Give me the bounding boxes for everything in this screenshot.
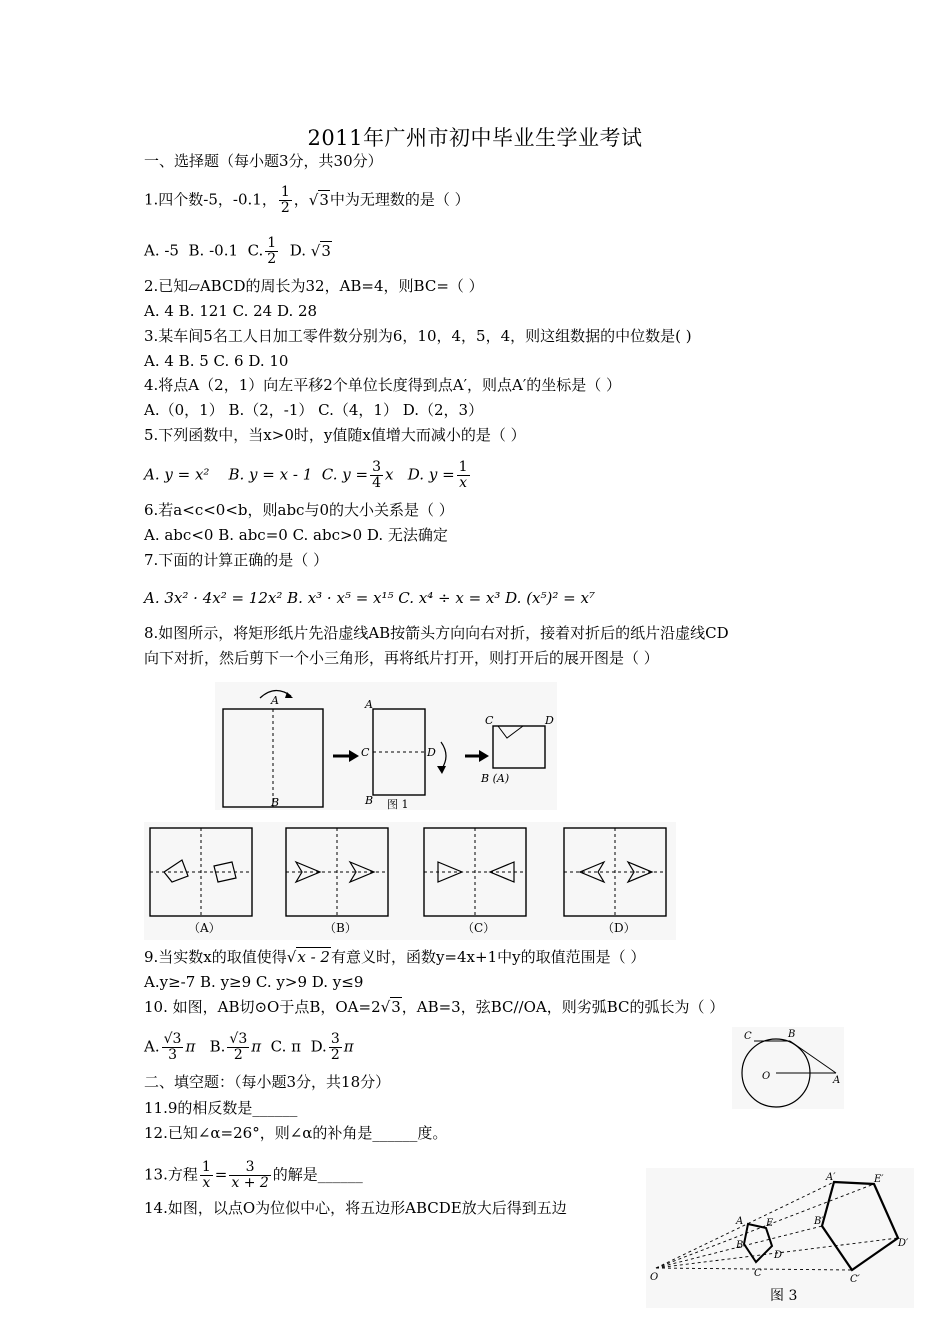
question-8-line-1: 8.如图所示，将矩形纸片先沿虚线AB按箭头方向向右对折，接着对折后的纸片沿虚线CD: [144, 624, 729, 642]
q9-sqrt: √x - 2: [286, 948, 330, 966]
choice-a-label: （A）: [188, 921, 221, 935]
q1-opt-d-sqrt: √3: [310, 241, 331, 260]
q7-options: A. 3x² · 4x² = 12x² B. x³ · x⁵ = x¹⁵ C. x⁴ ÷ x = x³ D. (x⁵)² = x⁷: [144, 589, 595, 607]
q10-opt-d-num: 3: [330, 1031, 340, 1047]
q1-opt-b: B. -0.1: [188, 241, 239, 260]
q9-sqrt-radicand: x - 2: [297, 948, 330, 966]
q1-opt-a: A. -5: [144, 241, 179, 260]
q9-stem-b: 有意义时，函数y=4x+1中y的取值范围是（ ）: [330, 948, 646, 966]
q10-opt-b-pi: π: [251, 1037, 262, 1056]
q10-sqrt: √3: [380, 998, 401, 1016]
q8-choices-svg: [144, 822, 676, 940]
fig3-label-c-prime: C′: [850, 1274, 860, 1285]
fig3-label-d-prime: D′: [898, 1238, 909, 1249]
q5-options: [144, 460, 472, 491]
question-4: 4.将点A（2，1）向左平移2个单位长度得到点A′，则点A′的坐标是（ ）: [144, 376, 622, 394]
question-3: 3.某车间5名工人日加工零件数分别为6，10，4，5，4，则这组数据的中位数是( ): [144, 327, 692, 345]
q10-circle-svg: [732, 1027, 844, 1109]
question-12: 12.已知∠α=26°，则∠α的补角是______度。: [144, 1124, 448, 1142]
question-5: 5.下列函数中，当x>0时，y值随x值增大而减小的是（ ）: [144, 426, 526, 444]
question-1: [144, 185, 470, 216]
fig3-label-b-prime: B′: [814, 1216, 824, 1227]
q10-circle-figure: [732, 1027, 844, 1109]
question-13: [144, 1160, 363, 1191]
question-6: 6.若a<c<0<b，则abc与0的大小关系是（ ）: [144, 501, 454, 519]
q14-figure-3-svg: [646, 1168, 914, 1308]
fig1-label-b1: B: [271, 796, 280, 809]
q13-post: 的解是______: [272, 1165, 363, 1184]
q5-opt-c-post: x: [385, 465, 394, 484]
question-11: 11.9的相反数是______: [144, 1099, 298, 1117]
question-8-line-2: 向下对折，然后剪下一个小三角形，再将纸片打开，则打开后的展开图是（ ）: [144, 649, 659, 667]
q5-opt-d-frac: [457, 460, 470, 491]
q5-opt-c-den: 4: [372, 475, 382, 491]
q8-choices-figure: [144, 822, 676, 940]
q1-opt-c: C.: [247, 241, 264, 260]
q9-stem-a: 9.当实数x的取值使得: [144, 948, 287, 966]
fig3-label-c: C: [754, 1268, 762, 1279]
q5-opt-c-frac: [370, 460, 383, 491]
q10-stem-b: ，AB=3，弦BC//OA，则劣弧BC的弧长为（ ）: [401, 998, 725, 1016]
q10-opt-b-den: 2: [233, 1047, 243, 1063]
q3-options: A. 4 B. 5 C. 6 D. 10: [144, 352, 289, 370]
fig3-label-a-prime: A′: [826, 1172, 836, 1183]
q5-opt-d-den: x: [459, 475, 468, 491]
q5-opt-a: A. y = x²: [144, 465, 210, 484]
q10-opt-b: B.: [209, 1037, 226, 1056]
q10-fig-label-c: C: [744, 1031, 752, 1042]
fig1-label-ba: B (A): [481, 772, 510, 785]
fig3-label-a: A: [736, 1216, 744, 1227]
q10-opt-d-frac: [329, 1032, 342, 1063]
fig3-label-e: E: [766, 1218, 774, 1229]
q1-stem-a: 1.四个数-5，-0.1，: [144, 190, 277, 209]
q1-sqrt: √3: [308, 190, 329, 209]
q10-opt-d-den: 2: [330, 1047, 340, 1063]
q1-opt-d: D.: [289, 241, 307, 260]
exam-title: 2011年广州市初中毕业生学业考试: [307, 126, 643, 150]
section-2-heading: 二、填空题：（每小题3分，共18分）: [144, 1073, 391, 1091]
q5-opt-d-pre: D. y =: [407, 465, 455, 484]
choice-c-label: （C）: [462, 921, 496, 935]
fig1-label-a1: A: [271, 694, 279, 707]
q10-opt-c: C. π: [270, 1037, 302, 1056]
q8-figure-1-svg: [215, 682, 557, 810]
q10-sqrt-radicand: 3: [391, 998, 401, 1016]
q2-options: A. 4 B. 121 C. 24 D. 28: [144, 302, 318, 320]
q1-stem-b: ，: [293, 190, 309, 209]
q1-opt-c-num: 1: [267, 235, 277, 251]
q10-opt-d-pi: π: [343, 1037, 354, 1056]
fig3-label-b: B: [736, 1240, 744, 1251]
q1-opt-c-den: 2: [267, 251, 277, 267]
fig1-caption: 图 1: [387, 798, 409, 810]
fig1-label-d2: D: [545, 714, 554, 727]
q1-stem-c: 中为无理数的是（ ）: [329, 190, 470, 209]
question-7: 7.下面的计算正确的是（ ）: [144, 551, 329, 569]
q13-pre: 13.方程: [144, 1165, 198, 1184]
choice-d-label: （D）: [602, 921, 636, 935]
q1-opt-c-frac: [265, 236, 278, 267]
q13-den-2: x + 2: [231, 1175, 269, 1191]
q9-options: A.y≥-7 B. y≥9 C. y>9 D. y≤9: [144, 973, 364, 991]
fig3-label-e-prime: E′: [874, 1174, 884, 1185]
q10-opt-a-pi: π: [185, 1037, 196, 1056]
q13-num-2: 3: [229, 1160, 270, 1176]
section-1-heading: 一、选择题（每小题3分，共30分）: [144, 152, 383, 170]
q5-opt-b: B. y = x - 1: [228, 465, 313, 484]
q1-fraction: [279, 185, 292, 216]
q13-frac-1: [200, 1160, 213, 1191]
q10-opt-a-radicand: 3: [172, 1031, 182, 1047]
question-9: [144, 947, 645, 967]
q10-fig-label-a: A: [833, 1075, 841, 1086]
q13-den-1: x: [202, 1175, 211, 1191]
question-10: [144, 997, 724, 1017]
q13-num-1: 1: [201, 1159, 211, 1175]
question-14: 14.如图，以点O为位似中心，将五边形ABCDE放大后得到五边: [144, 1199, 567, 1217]
fig3-label-o: O: [650, 1272, 659, 1283]
q13-eq: =: [214, 1165, 228, 1184]
fig1-label-c1: C: [361, 746, 370, 759]
q10-opt-a-num: √3: [163, 1031, 182, 1047]
q10-options: [144, 1032, 354, 1063]
q10-fig-label-o: O: [762, 1071, 771, 1082]
q1-frac-num: 1: [280, 184, 290, 200]
q13-frac-2: [229, 1160, 270, 1191]
fig3-caption: 图 3: [770, 1288, 798, 1304]
q5-opt-c-pre: C. y =: [321, 465, 369, 484]
q10-opt-d: D.: [310, 1037, 327, 1056]
q1-frac-den: 2: [280, 200, 290, 216]
fig1-label-a2: A: [365, 698, 373, 711]
q8-figure-1: [215, 682, 557, 810]
fig3-label-d: D: [774, 1250, 783, 1261]
q1-sqrt-radicand: 3: [319, 190, 329, 209]
question-2: 2.已知▱ABCD的周长为32，AB=4，则BC=（ ）: [144, 277, 484, 295]
q10-opt-a-frac: [162, 1032, 184, 1063]
fig1-label-c2: C: [485, 714, 494, 727]
q10-opt-b-frac: [227, 1032, 249, 1063]
q4-options: A.（0，1） B.（2，-1） C.（4，1） D.（2，3）: [144, 401, 484, 419]
q10-opt-b-num: √3: [229, 1031, 248, 1047]
q1-opt-d-radicand: 3: [321, 241, 331, 260]
q10-stem-a: 10. 如图，AB切⊙O于点B，OA=2: [144, 998, 381, 1016]
fig1-label-d1: D: [427, 746, 436, 759]
q5-opt-c-num: 3: [372, 459, 382, 475]
q10-fig-label-b: B: [788, 1029, 796, 1040]
q5-opt-d-num: 1: [458, 459, 468, 475]
q10-opt-a: A.: [144, 1037, 160, 1056]
choice-b-label: （B）: [324, 921, 357, 935]
q10-opt-b-radicand: 3: [238, 1031, 248, 1047]
q6-options: A. abc<0 B. abc=0 C. abc>0 D. 无法确定: [144, 526, 448, 544]
q1-options: [144, 236, 332, 267]
q10-opt-a-den: 3: [168, 1047, 177, 1063]
fig1-label-b2: B: [365, 794, 374, 807]
q14-figure-3: [646, 1168, 914, 1308]
